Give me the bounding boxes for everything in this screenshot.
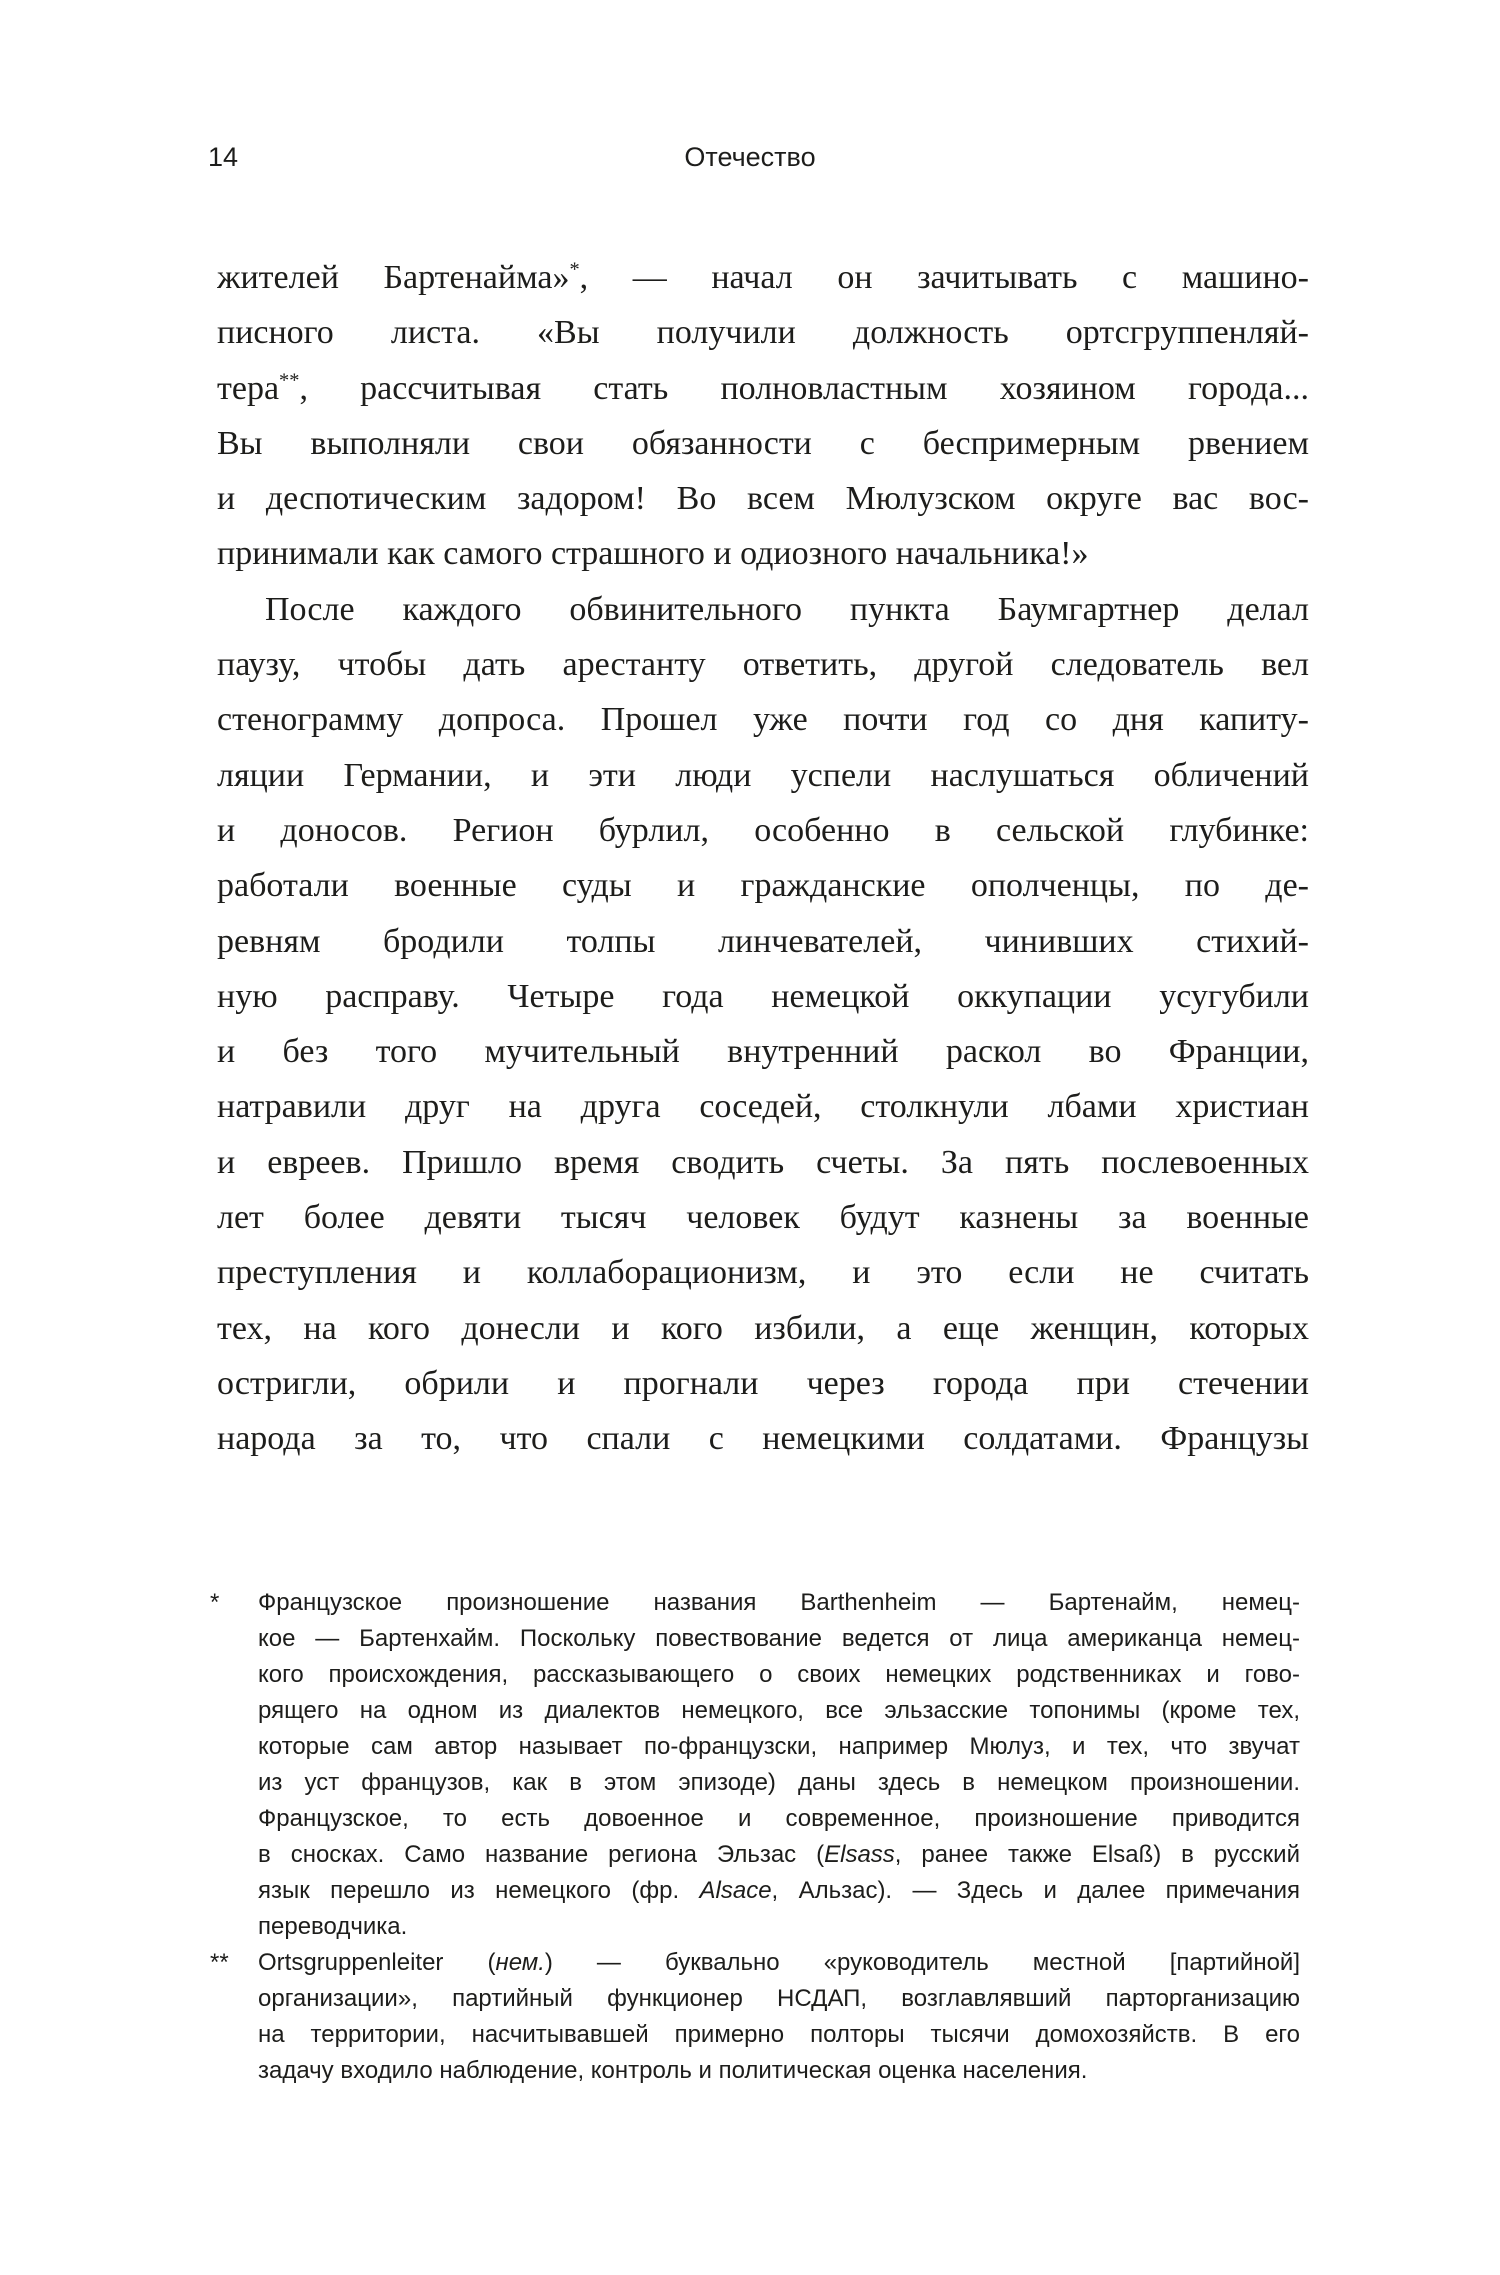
text-segment: Ortsgruppenleiter ( — [258, 1949, 496, 1976]
text-line — [217, 250, 1309, 305]
text-segment: , — начал он зачитывать с машино- — [579, 259, 1309, 296]
footnote-line — [258, 1765, 1300, 1801]
text-line — [217, 1356, 1309, 1411]
text-segment: задачу входило наблюдение, контроль и политическая оценка населения. — [258, 2057, 1088, 2084]
text-segment: ляции Германии, и эти люди успели наслушаться обличений — [217, 756, 1309, 794]
footnote-line — [258, 1801, 1300, 1837]
text-line — [217, 692, 1309, 747]
text-segment: народа за то, что спали с немецкими солдатами. Французы — [217, 1420, 1309, 1458]
text-segment: переводчика. — [258, 1913, 408, 1940]
footnote-line — [258, 1729, 1300, 1765]
text-segment: лет более девяти тысяч человек будут казнены за военные — [217, 1199, 1309, 1237]
footnote-ref: * — [569, 258, 580, 281]
page-number: 14 — [208, 142, 239, 172]
footnote-line — [258, 1945, 1300, 1981]
text-line — [217, 969, 1309, 1024]
text-segment: стенограмму допроса. Прошел уже почти год со дня капиту- — [217, 701, 1309, 739]
text-line — [217, 361, 1309, 416]
text-segment: , Альзас). — Здесь и далее примечания — [771, 1877, 1300, 1904]
text-line — [217, 1024, 1309, 1079]
text-line — [217, 471, 1309, 526]
italic-segment: нем. — [495, 1949, 545, 1976]
text-line — [217, 305, 1309, 360]
text-line — [217, 1079, 1309, 1134]
text-segment: на территории, насчитывавшей примерно полторы тысячи домохозяйств. В его — [258, 2021, 1300, 2048]
text-segment: рящего на одном из диалектов немецкого, все эльзасские топонимы (кроме тех, — [258, 1697, 1300, 1724]
text-segment: , рассчитывая стать полновластным хозяином города... — [299, 369, 1309, 407]
footnote-line — [258, 1909, 1300, 1945]
footnote-line — [258, 1657, 1300, 1693]
text-segment: организации», партийный функционер НСДАП, возглавлявший парторганизацию — [258, 1985, 1300, 2012]
footnote-line — [258, 1693, 1300, 1729]
text-line — [217, 1135, 1309, 1190]
text-line — [217, 748, 1309, 803]
text-line — [217, 1301, 1309, 1356]
text-segment: ную расправу. Четыре года немецкой оккупации усугубили — [217, 977, 1309, 1015]
running-title: Отечество — [684, 142, 816, 172]
text-segment: , ранее также Elsaß) в русский — [894, 1841, 1300, 1868]
text-segment: натравили друг на друга соседей, столкнули лбами христиан — [217, 1088, 1309, 1126]
text-segment: и доносов. Регион бурлил, особенно в сельской глубинке: — [217, 811, 1309, 849]
text-segment: Французское, то есть довоенное и современное, произношение приводится — [258, 1805, 1300, 1832]
text-segment: преступления и коллаборационизм, и это если не считать — [217, 1254, 1309, 1292]
footnote-line — [258, 1873, 1300, 1909]
text-segment: ) — буквально «руководитель местной [партийной] — [544, 1949, 1300, 1976]
footnote-mark: ** — [210, 1949, 229, 1976]
footnote-line — [258, 2017, 1300, 2053]
text-segment: писного листа. «Вы получили должность ортсгруппенляй- — [217, 314, 1309, 352]
text-segment: тех, на кого донесли и кого избили, а еще женщин, которых — [217, 1309, 1309, 1347]
text-line — [217, 637, 1309, 692]
footnote-line — [258, 2053, 1300, 2089]
footnote-line — [258, 1585, 1300, 1621]
footnote-ref: ** — [279, 369, 300, 392]
text-line — [217, 858, 1309, 913]
text-segment: из уст французов, как в этом эпизоде) даны здесь в немецком произношении. — [258, 1769, 1300, 1796]
text-segment: паузу, чтобы дать арестанту ответить, другой следователь вел — [217, 646, 1309, 684]
text-segment: ревням бродили толпы линчевателей, чинивших стихий- — [217, 922, 1309, 960]
footnote — [210, 1585, 1300, 1945]
text-segment: Французское произношение названия Barthenheim — Бартенайм, немец- — [258, 1589, 1300, 1616]
text-segment: После каждого обвинительного пункта Баумгартнер делал — [265, 590, 1309, 628]
footnote-line — [258, 1981, 1300, 2017]
text-line — [217, 803, 1309, 858]
text-segment: остригли, обрили и прогнали через города при стечении — [217, 1364, 1309, 1402]
text-segment: и без того мучительный внутренний раскол во Франции, — [217, 1033, 1309, 1071]
text-line — [217, 582, 1309, 637]
footnote-line — [258, 1621, 1300, 1657]
text-line — [217, 1245, 1309, 1300]
footnote — [210, 1945, 1300, 2089]
footnote-mark: * — [210, 1589, 220, 1616]
text-line — [217, 914, 1309, 969]
text-segment: кое — Бартенхайм. Поскольку повествование ведется от лица американца немец- — [258, 1625, 1300, 1652]
footnotes — [210, 1585, 1300, 2089]
text-segment: язык перешло из немецкого (фр. — [258, 1877, 700, 1904]
text-segment: Вы выполняли свои обязанности с беспримерным рвением — [217, 424, 1309, 462]
text-segment: тера — [217, 369, 280, 407]
text-segment: работали военные суды и гражданские ополченцы, по де- — [217, 867, 1309, 905]
text-segment: и деспотическим задором! Во всем Мюлузском округе вас вос- — [217, 480, 1309, 518]
text-line — [217, 526, 1309, 581]
main-text — [217, 250, 1309, 1467]
text-line — [217, 416, 1309, 471]
italic-segment: Elsass — [824, 1841, 895, 1868]
text-line — [217, 1411, 1309, 1466]
italic-segment: Alsace — [699, 1877, 772, 1904]
text-line — [217, 1190, 1309, 1245]
text-segment: в сносках. Само название региона Эльзас ( — [258, 1841, 825, 1868]
text-segment: принимали как самого страшного и одиозного начальника!» — [217, 535, 1089, 573]
footnote-line — [258, 1837, 1300, 1873]
text-segment: которые сам автор называет по-французски, например Мюлуз, и тех, что звучат — [258, 1733, 1300, 1760]
text-segment: жителей Бартенайма» — [217, 259, 570, 296]
text-segment: и евреев. Пришло время сводить счеты. За пять послевоенных — [217, 1143, 1309, 1181]
text-segment: кого происхождения, рассказывающего о своих немецких родственниках и гово- — [258, 1661, 1300, 1688]
